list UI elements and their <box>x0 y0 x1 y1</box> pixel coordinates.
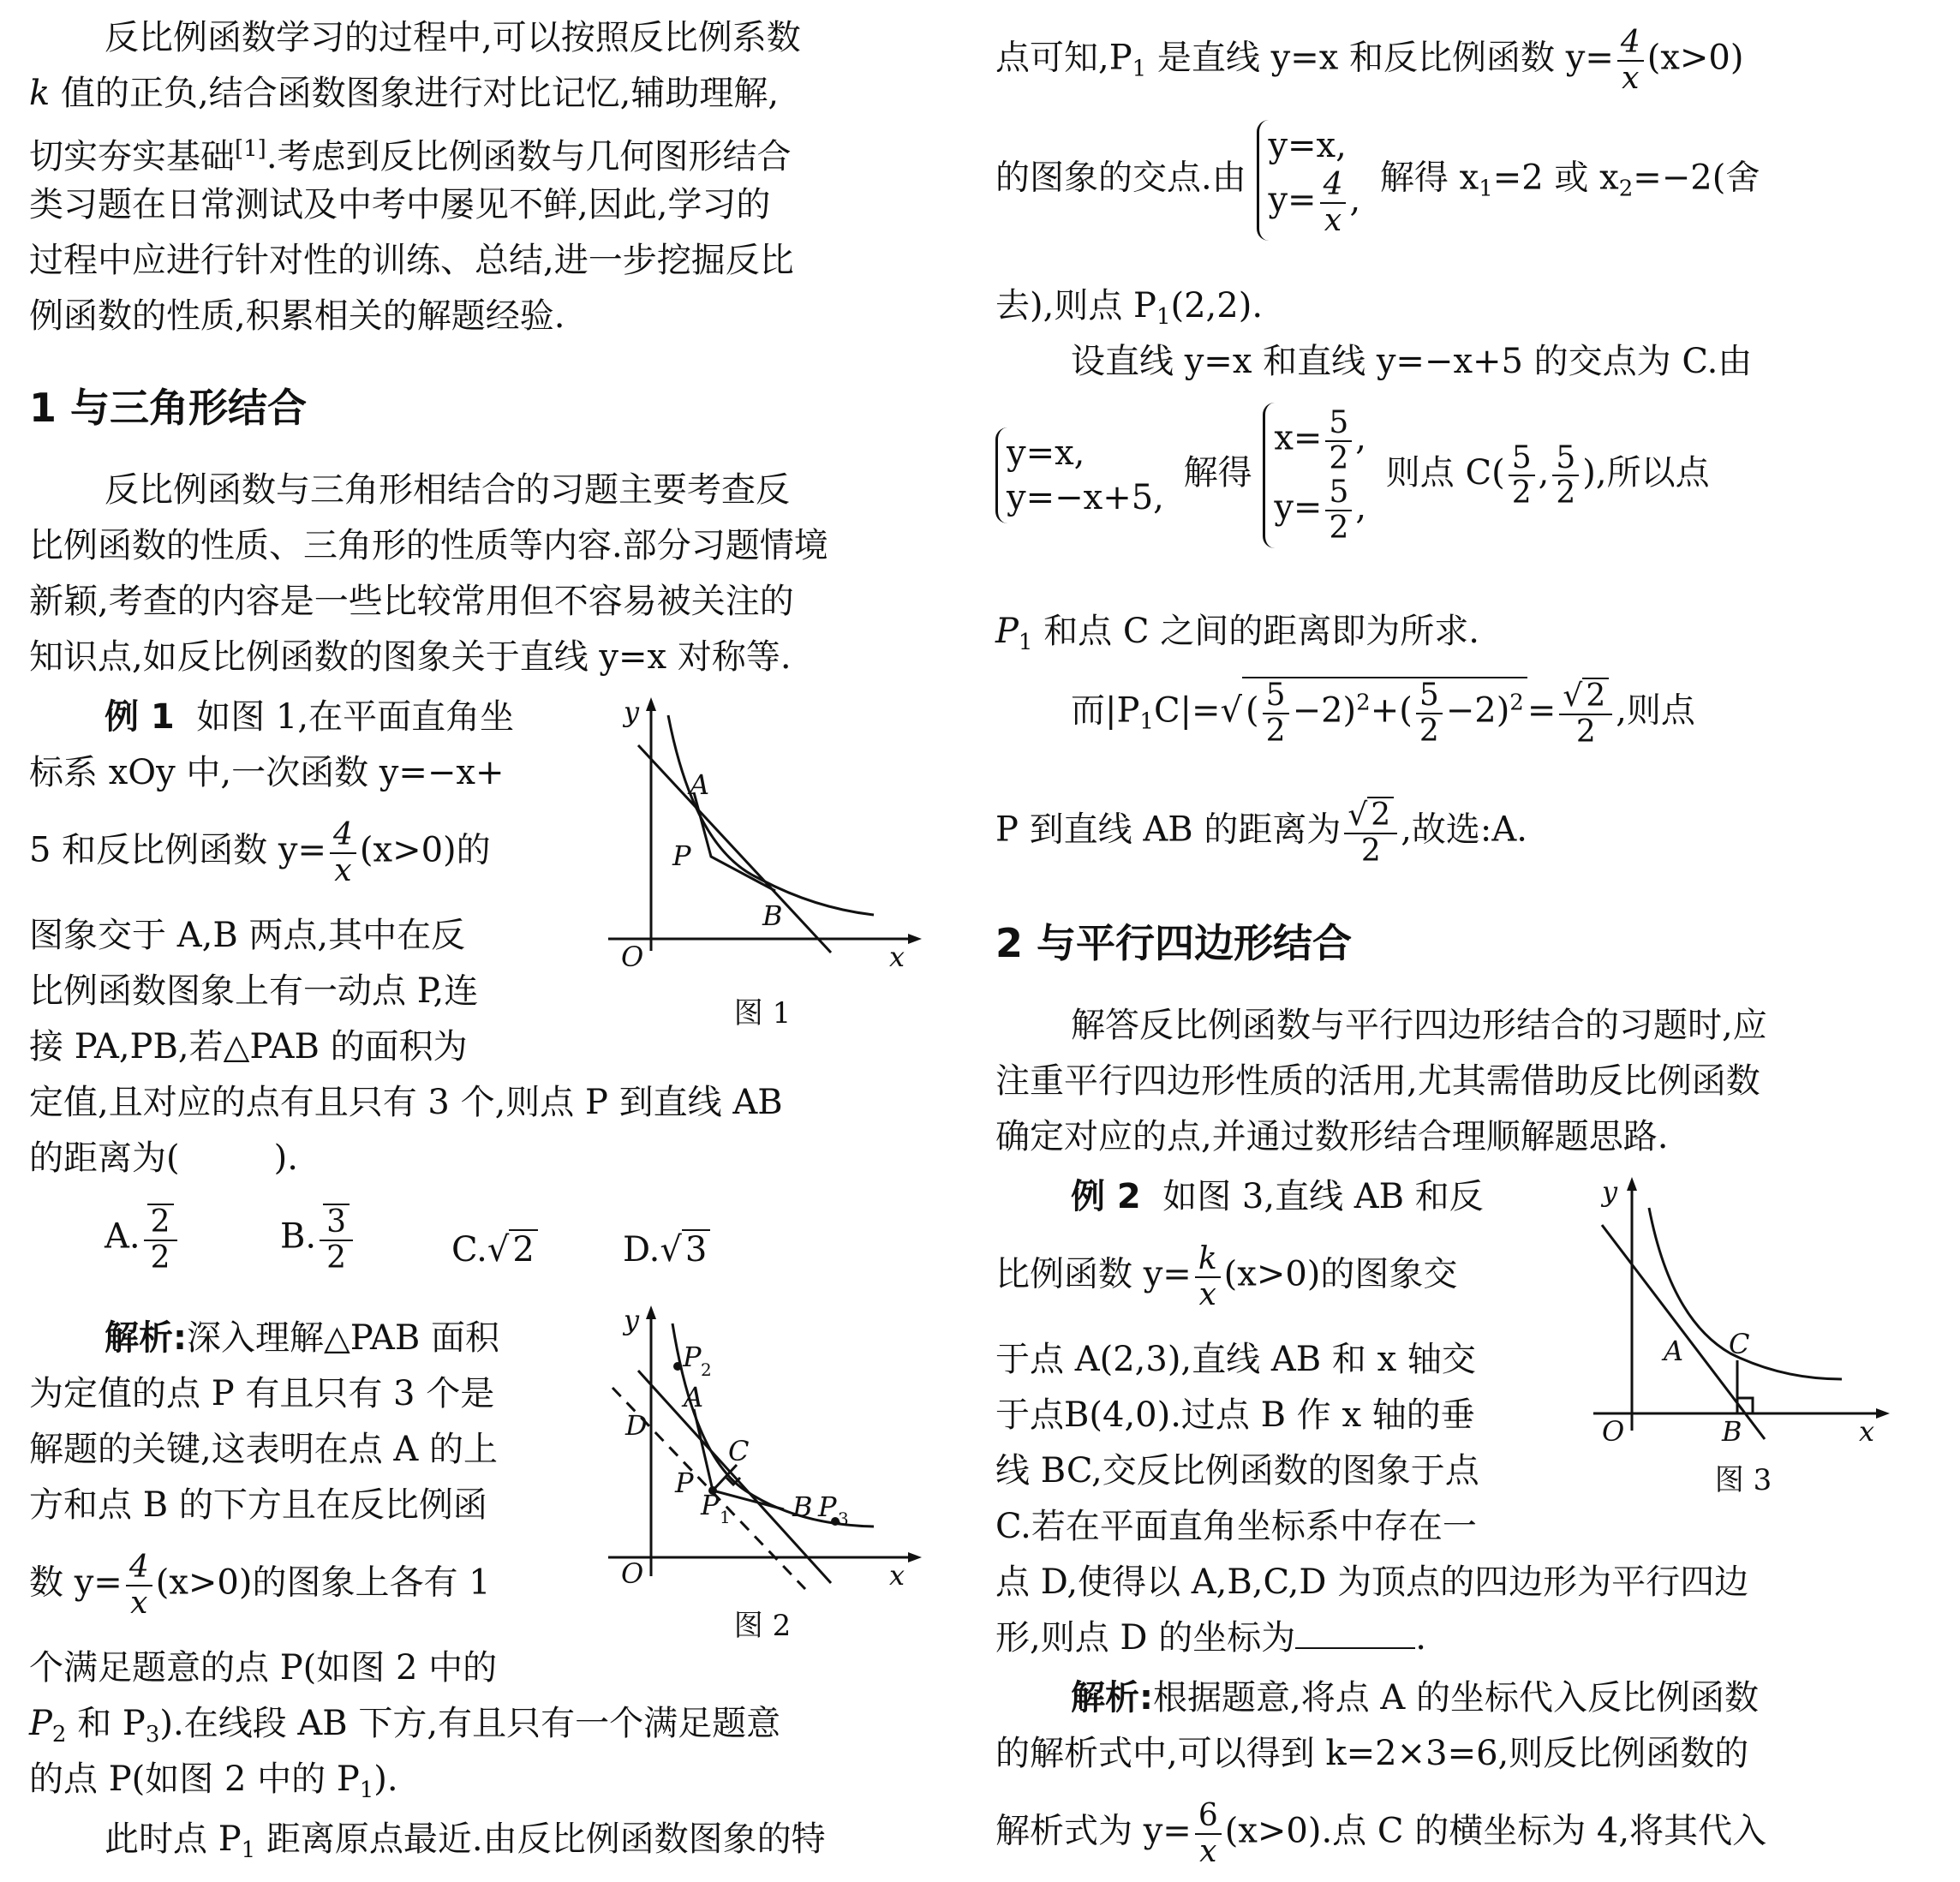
fig2-label-d: D <box>625 1409 648 1442</box>
ana1-line-6: 个满足题意的点 P(如图 2 中的 <box>29 1648 498 1688</box>
fig1-label-y: y <box>624 696 640 728</box>
intro-line-3: 切实夯实基础[1].考虑到反比例函数与几何图形结合 <box>29 136 792 176</box>
r-line-7: 而$|P_1C|=√$ ( $\frac{5}{2}$ −2)$^2$+( $\frac{5}{2}$ −2)$^2$ = $\frac{√ 2}{2}$ ,则点 <box>1071 678 1695 750</box>
s1-line-3: 新颖,考查的内容是一些比较常用但不容易被关注的 <box>29 582 794 621</box>
section-1-heading: 1 与三角形结合 <box>29 385 308 431</box>
s2-line-2: 注重平行四边形性质的活用,尤其需借助反比例函数 <box>995 1061 1760 1101</box>
fig1-label-p: P <box>672 839 691 872</box>
s2-line-1: 解答反比例函数与平行四边形结合的习题时,应 <box>1071 1006 1767 1045</box>
fig1-label-a: A <box>690 768 710 801</box>
ana1-line-7: $P_2$ 和 $P_3$).在线段 AB 下方,有且只有一个满足题意 <box>29 1704 781 1748</box>
ana1-line-9: 此时点 $P_1$ 距离原点最近.由反比例函数图象的特 <box>105 1819 826 1863</box>
k-symbol: k <box>29 74 51 113</box>
fig3-label-x: x <box>1859 1415 1875 1448</box>
ex2-line-7: 点 D,使得以 A,B,C,D 为顶点的四边形为平行四边 <box>995 1562 1749 1602</box>
s1-line-1: 反比例函数与三角形相结合的习题主要考查反 <box>105 470 790 510</box>
ex1-line-6: 接 PA,PB,若△PAB 的面积为 <box>29 1027 468 1066</box>
ex1-line-1: 例 1 如图 1,在平面直角坐 <box>105 697 515 737</box>
section-2-heading: 2 与平行四边形结合 <box>995 920 1353 966</box>
option-d[interactable]: D.√ 3 <box>623 1222 710 1278</box>
fig2-label-b: B <box>792 1491 813 1523</box>
ana1-line-3: 解题的关键,这表明在点 A 的上 <box>29 1430 499 1469</box>
r-line-6: $P_1$ 和点 C 之间的距离即为所求. <box>995 612 1479 655</box>
ex2-line-3: 于点 A(2,3),直线 AB 和 x 轴交 <box>995 1340 1476 1379</box>
fig2-label-o: O <box>621 1557 644 1590</box>
fig2-perpendicular <box>713 1465 737 1491</box>
ana1-line-8: 的点 P(如图 2 中的 $P_1$). <box>29 1760 398 1803</box>
citation-ref[interactable]: [1] <box>235 136 266 162</box>
fig2-line-ab <box>638 1371 831 1583</box>
fig1-label-x: x <box>889 941 905 973</box>
analysis-2-label: 解析: <box>1071 1678 1153 1718</box>
fig2-label-p: P <box>675 1467 694 1499</box>
ana2-line-2: 的解析式中,可以得到 k=2×3=6,则反比例函数的 <box>995 1734 1749 1773</box>
option-c[interactable]: C.√ 2 <box>451 1222 538 1278</box>
fig2-label-p3: P <box>818 1491 837 1523</box>
option-a[interactable]: A. $\frac{2}{2}$ <box>105 1204 181 1275</box>
fig2-point-p2 <box>673 1362 682 1371</box>
ana1-line-5: 数 y= $\frac{4}{x}$ (x>0)的图象上各有 1 <box>29 1550 491 1621</box>
figure-1 <box>600 694 925 977</box>
ana1-line-2: 为定值的点 P 有且只有 3 个是 <box>29 1374 495 1413</box>
s1-line-2: 比例函数的性质、三角形的性质等内容.部分习题情境 <box>29 526 828 565</box>
ex1-line-7: 定值,且对应的点有且只有 3 个,则点 P 到直线 AB <box>29 1083 783 1122</box>
intro-line-4: 类习题在日常测试及中考中屡见不鲜,因此,学习的 <box>29 185 771 224</box>
ex2-line-4: 于点B(4,0).过点 B 作 x 轴的垂 <box>995 1395 1475 1435</box>
r-line-8: P 到直线 AB 的距离为 $\frac{√ 2}{2}$ ,故选:A. <box>995 798 1527 869</box>
analysis-label: 解析: <box>105 1318 187 1358</box>
fig2-label-a: A <box>684 1381 704 1413</box>
ex2-line-1: 例 2 如图 3,直线 AB 和反 <box>1071 1177 1484 1216</box>
fig2-label-c: C <box>728 1435 750 1467</box>
s1-line-4: 知识点,如反比例函数的图象关于直线 y=x 对称等. <box>29 637 792 677</box>
ex2-line-6: C.若在平面直角坐标系中存在一 <box>995 1507 1477 1546</box>
fig1-caption: 图 1 <box>733 996 792 1031</box>
s2-line-3: 确定对应的点,并通过数形结合理顺解题思路. <box>995 1117 1669 1156</box>
ana2-line-3: 解析式为 y= $\frac{6}{x}$ (x>0).点 C 的横坐标为 4,将其代入 <box>995 1798 1767 1869</box>
fig2-label-p1: P <box>701 1489 720 1521</box>
fig2-sub-1: 1 <box>720 1507 731 1527</box>
option-b[interactable]: B. $\frac{3}{2}$ <box>280 1204 356 1275</box>
example-2-label: 例 2 <box>1071 1177 1141 1216</box>
ex1-line-8: 的距离为( ). <box>29 1138 298 1178</box>
fig1-triangle <box>694 792 775 891</box>
fig3-label-o: O <box>1602 1415 1625 1448</box>
example-1-label: 例 1 <box>105 697 175 737</box>
ana1-line-1: 解析:深入理解△PAB 面积 <box>105 1318 499 1358</box>
fig2-sub-2: 2 <box>701 1359 712 1380</box>
ex1-line-4: 图象交于 A,B 两点,其中在反 <box>29 916 466 955</box>
fig2-sub-3: 3 <box>838 1509 849 1529</box>
r-line-4: 设直线 y=x 和直线 y=−x+5 的交点为 C.由 <box>1071 342 1753 381</box>
fig2-caption: 图 2 <box>733 1609 792 1643</box>
system-3: x= $\frac{5}{2}$ , y= $\frac{5}{2}$ , <box>1263 403 1375 548</box>
fig3-caption: 图 3 <box>1714 1463 1772 1497</box>
figure-3 <box>1585 1174 1893 1448</box>
ana1-line-4: 方和点 B 的下方且在反比例函 <box>29 1485 487 1525</box>
fig2-label-p2: P <box>683 1341 702 1373</box>
fig3-label-y: y <box>1602 1175 1618 1208</box>
ex1-line-5: 比例函数图象上有一动点 P,连 <box>29 971 479 1011</box>
fig2-label-x: x <box>889 1559 905 1592</box>
fig2-label-y: y <box>624 1304 640 1336</box>
intro-line-2: k 值的正负,结合函数图象进行对比记忆,辅助理解, <box>29 74 780 113</box>
fraction-4-over-x: $\frac{4}{x}$ <box>330 818 356 887</box>
r-line-2: 的图象的交点.由 y=x, y= $\frac{4}{x}$ , 解得 $x_1=2$ 或 $x_2=-2$(舍 <box>995 120 1881 241</box>
fig3-label-c: C <box>1729 1328 1750 1360</box>
ana2-line-1: 解析:根据题意,将点 A 的坐标代入反比例函数 <box>1071 1678 1760 1718</box>
fig3-label-b: B <box>1722 1415 1742 1448</box>
fig3-label-a: A <box>1664 1335 1684 1367</box>
ex2-line-2: 比例函数 y= $\frac{k}{x}$ (x>0)的图象交 <box>995 1241 1458 1312</box>
fig1-line-ab <box>638 745 831 953</box>
r-line-5: y=x, y=−x+5, 解得 x= $\frac{5}{2}$ , y= $\frac{5}{2}$ , 则点 C( $\frac{5}{2}$ , $\frac{5}{2}$ ),所以点 <box>995 403 1881 548</box>
ex1-line-2: 标系 xOy 中,一次函数 y=−x+ <box>29 753 505 792</box>
intro-line-6: 例函数的性质,积累相关的解题经验. <box>29 296 565 336</box>
intro-line-5: 过程中应进行针对性的训练、总结,进一步挖掘反比 <box>29 241 794 280</box>
ex1-line-3: 5 和反比例函数 y= $\frac{4}{x}$ (x>0)的 <box>29 817 491 888</box>
intro-line-1: 反比例函数学习的过程中,可以按照反比例系数 <box>105 18 801 57</box>
r-line-1: 点可知$,P_1$ 是直线 y=x 和反比例函数 y= $\frac{4}{x}$ (x>0) <box>995 25 1744 96</box>
ex2-line-5: 线 BC,交反比例函数的图象于点 <box>995 1451 1479 1491</box>
figure-2 <box>600 1302 925 1593</box>
r-line-3: 去),则点 $P_1(2,2)$. <box>995 286 1264 330</box>
ex2-line-8: 形,则点 D 的坐标为 . <box>995 1618 1426 1658</box>
fig1-label-o: O <box>621 941 644 973</box>
system-2: y=x, y=−x+5, <box>995 427 1173 523</box>
answer-blank[interactable] <box>1295 1647 1415 1649</box>
fig1-label-b: B <box>762 899 783 932</box>
system-1: y=x, y= $\frac{4}{x}$ , <box>1257 120 1369 241</box>
